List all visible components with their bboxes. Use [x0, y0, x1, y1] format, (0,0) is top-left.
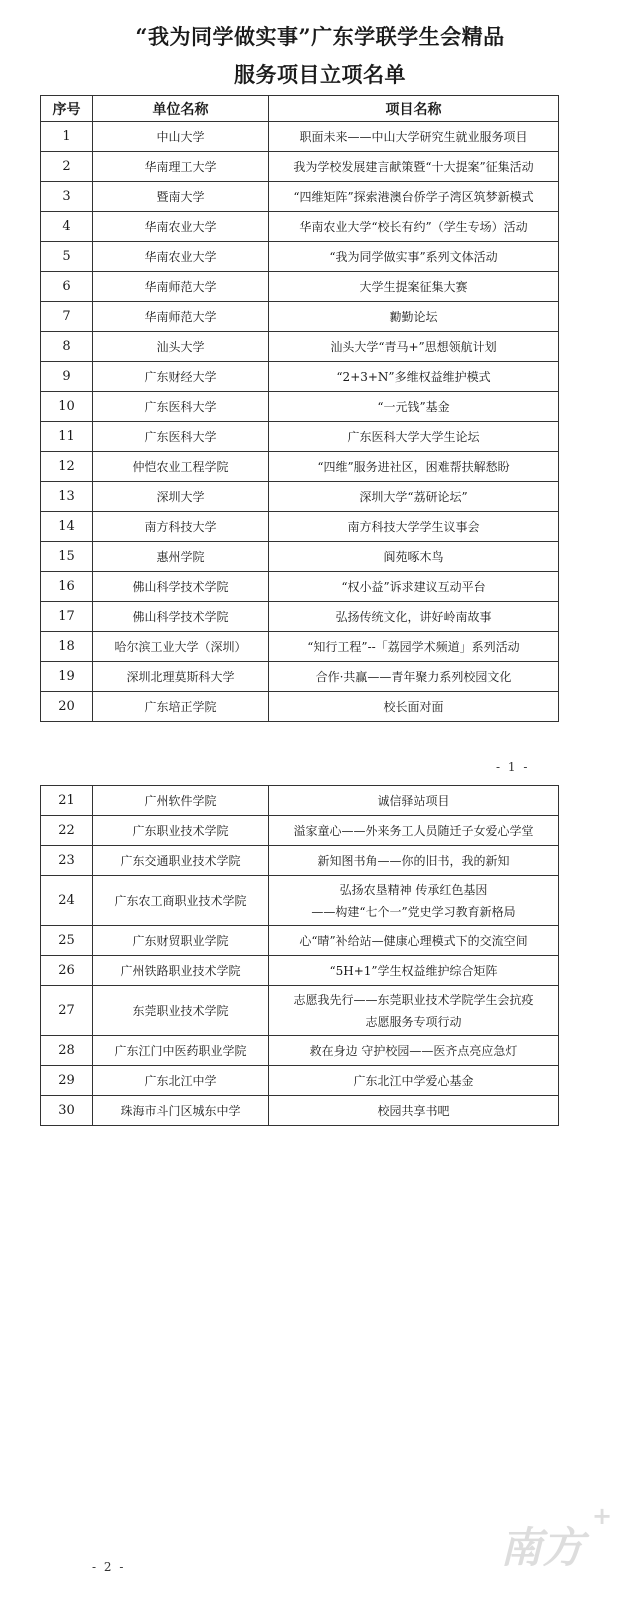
table-row — [41, 212, 559, 242]
unit-name-cell: 广州软件学院 — [93, 786, 269, 816]
project-name-cell — [269, 512, 559, 542]
project-name-line: 志愿服务专项行动 — [365, 1014, 462, 1029]
project-name-line: 汕头大学“青马+”思想领航计划 — [330, 339, 497, 354]
project-name-line: “权小益”诉求建议互动平台 — [341, 579, 486, 594]
table-row — [41, 452, 559, 482]
project-name-line: 广东北江中学爱心基金 — [353, 1073, 474, 1088]
header-unit: 单位名称 — [93, 96, 269, 122]
table-row — [41, 1066, 559, 1096]
table-row — [41, 846, 559, 876]
project-name-line: 大学生提案征集大赛 — [359, 279, 468, 294]
row-number-cell: 14 — [41, 512, 93, 542]
row-number-cell: 23 — [41, 846, 93, 876]
project-name-cell — [269, 1066, 559, 1096]
row-number-cell: 10 — [41, 392, 93, 422]
project-name-cell — [269, 152, 559, 182]
project-name-cell — [269, 422, 559, 452]
project-name-line: 志愿我先行——东莞职业技术学院学生会抗疫 — [293, 992, 534, 1007]
project-name-cell — [269, 242, 559, 272]
table-row — [41, 332, 559, 362]
table-row — [41, 422, 559, 452]
project-name-line: 合作·共赢——青年聚力系列校园文化 — [315, 669, 512, 684]
table-row — [41, 362, 559, 392]
project-name-line: “2+3+N”多维权益维护模式 — [336, 369, 491, 384]
row-number-cell: 5 — [41, 242, 93, 272]
project-name-line: “知行工程”--「荔园学术频道」系列活动 — [307, 639, 520, 654]
project-name-line: 校长面对面 — [383, 699, 444, 714]
page-number-2: - 2 - — [92, 1560, 126, 1574]
project-name-cell — [269, 786, 559, 816]
row-number-cell: 13 — [41, 482, 93, 512]
header-no: 序号 — [41, 96, 93, 122]
table-row — [41, 926, 559, 956]
unit-name-cell: 华南师范大学 — [93, 272, 269, 302]
table-body-page1 — [41, 122, 559, 722]
table-row — [41, 632, 559, 662]
unit-name-cell: 广东农工商职业技术学院 — [93, 876, 269, 926]
table-header-row — [41, 96, 559, 122]
table-row — [41, 302, 559, 332]
row-number-cell: 26 — [41, 956, 93, 986]
row-number-cell: 29 — [41, 1066, 93, 1096]
table-row — [41, 986, 559, 1036]
project-list-table-page2 — [40, 785, 559, 1126]
table-row — [41, 122, 559, 152]
row-number-cell: 11 — [41, 422, 93, 452]
table-row — [41, 1036, 559, 1066]
table-row — [41, 242, 559, 272]
row-number-cell: 4 — [41, 212, 93, 242]
document-title-line2: 服务项目立项名单 — [234, 62, 406, 87]
project-name-cell — [269, 272, 559, 302]
table-body-page2 — [41, 786, 559, 1126]
project-name-line: 广东医科大学大学生论坛 — [347, 429, 480, 444]
table-row — [41, 956, 559, 986]
project-name-cell — [269, 876, 559, 926]
table-row — [41, 816, 559, 846]
table-row — [41, 1096, 559, 1126]
header-project: 项目名称 — [269, 96, 559, 122]
table-row — [41, 572, 559, 602]
project-name-cell — [269, 332, 559, 362]
row-number-cell: 17 — [41, 602, 93, 632]
project-name-cell — [269, 662, 559, 692]
project-name-line: “一元钱”基金 — [377, 399, 450, 414]
unit-name-cell: 广东医科大学 — [93, 422, 269, 452]
project-name-line: 勷勤论坛 — [389, 309, 438, 324]
project-name-line: ——构建“七个一”党史学习教育新格局 — [311, 904, 516, 919]
project-name-cell — [269, 182, 559, 212]
project-name-cell — [269, 482, 559, 512]
row-number-cell: 6 — [41, 272, 93, 302]
table-row — [41, 392, 559, 422]
row-number-cell: 3 — [41, 182, 93, 212]
project-name-line: 职面未来——中山大学研究生就业服务项目 — [299, 129, 528, 144]
project-name-cell — [269, 986, 559, 1036]
unit-name-cell: 广东职业技术学院 — [93, 816, 269, 846]
unit-name-cell: 广东江门中医药职业学院 — [93, 1036, 269, 1066]
row-number-cell: 27 — [41, 986, 93, 1036]
table-row — [41, 152, 559, 182]
project-name-cell — [269, 302, 559, 332]
table-row — [41, 876, 559, 926]
unit-name-cell: 广东医科大学 — [93, 392, 269, 422]
table-row — [41, 482, 559, 512]
table-row — [41, 542, 559, 572]
project-name-cell — [269, 816, 559, 846]
unit-name-cell: 东莞职业技术学院 — [93, 986, 269, 1036]
row-number-cell: 9 — [41, 362, 93, 392]
row-number-cell: 20 — [41, 692, 93, 722]
project-name-cell — [269, 392, 559, 422]
project-name-line: 救在身边 守护校园——医齐点亮应急灯 — [309, 1043, 518, 1058]
unit-name-cell: 广州铁路职业技术学院 — [93, 956, 269, 986]
project-name-cell — [269, 692, 559, 722]
row-number-cell: 8 — [41, 332, 93, 362]
project-name-cell — [269, 572, 559, 602]
project-name-line: “四维”服务进社区，困难帮扶解愁盼 — [317, 459, 510, 474]
project-name-line: 心“晴”补给站—健康心理模式下的交流空间 — [299, 933, 528, 948]
unit-name-cell: 华南农业大学 — [93, 242, 269, 272]
project-name-cell — [269, 846, 559, 876]
project-name-line: 我为学校发展建言献策暨“十大提案”征集活动 — [293, 159, 534, 174]
unit-name-cell: 南方科技大学 — [93, 512, 269, 542]
unit-name-cell: 广东财经大学 — [93, 362, 269, 392]
watermark-text: 南方 — [500, 1523, 585, 1572]
project-name-line: 溢家童心——外来务工人员随迁子女爱心学堂 — [293, 823, 534, 838]
project-name-line: 弘扬农垦精神 传承红色基因 — [339, 882, 488, 897]
unit-name-cell: 佛山科学技术学院 — [93, 572, 269, 602]
unit-name-cell: 仲恺农业工程学院 — [93, 452, 269, 482]
project-name-cell — [269, 1096, 559, 1126]
row-number-cell: 1 — [41, 122, 93, 152]
unit-name-cell: 广东北江中学 — [93, 1066, 269, 1096]
project-name-line: “我为同学做实事”系列文体活动 — [329, 249, 498, 264]
unit-name-cell: 珠海市斗门区城东中学 — [93, 1096, 269, 1126]
row-number-cell: 30 — [41, 1096, 93, 1126]
unit-name-cell: 中山大学 — [93, 122, 269, 152]
project-name-cell — [269, 1036, 559, 1066]
project-list-table-page1 — [40, 95, 559, 722]
watermark-plus: + — [592, 1502, 613, 1530]
document-title-line1: “我为同学做实事”广东学联学生会精品 — [135, 24, 505, 49]
table-row — [41, 512, 559, 542]
row-number-cell: 7 — [41, 302, 93, 332]
row-number-cell: 19 — [41, 662, 93, 692]
unit-name-cell: 深圳北理莫斯科大学 — [93, 662, 269, 692]
unit-name-cell: 汕头大学 — [93, 332, 269, 362]
project-name-cell — [269, 956, 559, 986]
page-number-1: - 1 - — [496, 760, 530, 774]
unit-name-cell: 惠州学院 — [93, 542, 269, 572]
project-name-line: 南方科技大学学生议事会 — [347, 519, 480, 534]
unit-name-cell: 暨南大学 — [93, 182, 269, 212]
project-name-cell — [269, 122, 559, 152]
project-name-line: 华南农业大学“校长有约”（学生专场）活动 — [299, 219, 528, 234]
project-name-line: 校园共享书吧 — [377, 1103, 450, 1118]
unit-name-cell: 佛山科学技术学院 — [93, 602, 269, 632]
unit-name-cell: 华南农业大学 — [93, 212, 269, 242]
unit-name-cell: 哈尔滨工业大学（深圳） — [93, 632, 269, 662]
unit-name-cell: 深圳大学 — [93, 482, 269, 512]
project-name-cell — [269, 632, 559, 662]
row-number-cell: 21 — [41, 786, 93, 816]
row-number-cell: 22 — [41, 816, 93, 846]
table-row — [41, 692, 559, 722]
table-row — [41, 272, 559, 302]
table-row — [41, 602, 559, 632]
project-name-cell — [269, 362, 559, 392]
table-row — [41, 662, 559, 692]
project-name-cell — [269, 542, 559, 572]
project-name-line: “四维矩阵”探索港澳台侨学子湾区筑梦新模式 — [293, 189, 534, 204]
project-name-line: 新知图书角——你的旧书，我的新知 — [317, 853, 510, 868]
project-name-cell — [269, 602, 559, 632]
unit-name-cell: 广东培正学院 — [93, 692, 269, 722]
row-number-cell: 12 — [41, 452, 93, 482]
row-number-cell: 18 — [41, 632, 93, 662]
unit-name-cell: 华南师范大学 — [93, 302, 269, 332]
row-number-cell: 16 — [41, 572, 93, 602]
project-name-line: 阆苑啄木鸟 — [383, 549, 444, 564]
row-number-cell: 25 — [41, 926, 93, 956]
project-name-line: 诚信驿站项目 — [377, 793, 450, 808]
project-name-cell — [269, 212, 559, 242]
unit-name-cell: 广东交通职业技术学院 — [93, 846, 269, 876]
table-row — [41, 786, 559, 816]
row-number-cell: 24 — [41, 876, 93, 926]
table-row — [41, 182, 559, 212]
row-number-cell: 15 — [41, 542, 93, 572]
project-name-line: 弘扬传统文化，讲好岭南故事 — [335, 609, 492, 624]
project-name-cell — [269, 452, 559, 482]
nanfang-watermark-logo — [500, 1502, 613, 1578]
unit-name-cell: 广东财贸职业学院 — [93, 926, 269, 956]
project-name-line: “5H+1”学生权益维护综合矩阵 — [329, 963, 498, 978]
row-number-cell: 2 — [41, 152, 93, 182]
project-name-cell — [269, 926, 559, 956]
unit-name-cell: 华南理工大学 — [93, 152, 269, 182]
row-number-cell: 28 — [41, 1036, 93, 1066]
project-name-line: 深圳大学“荔研论坛” — [359, 489, 468, 504]
